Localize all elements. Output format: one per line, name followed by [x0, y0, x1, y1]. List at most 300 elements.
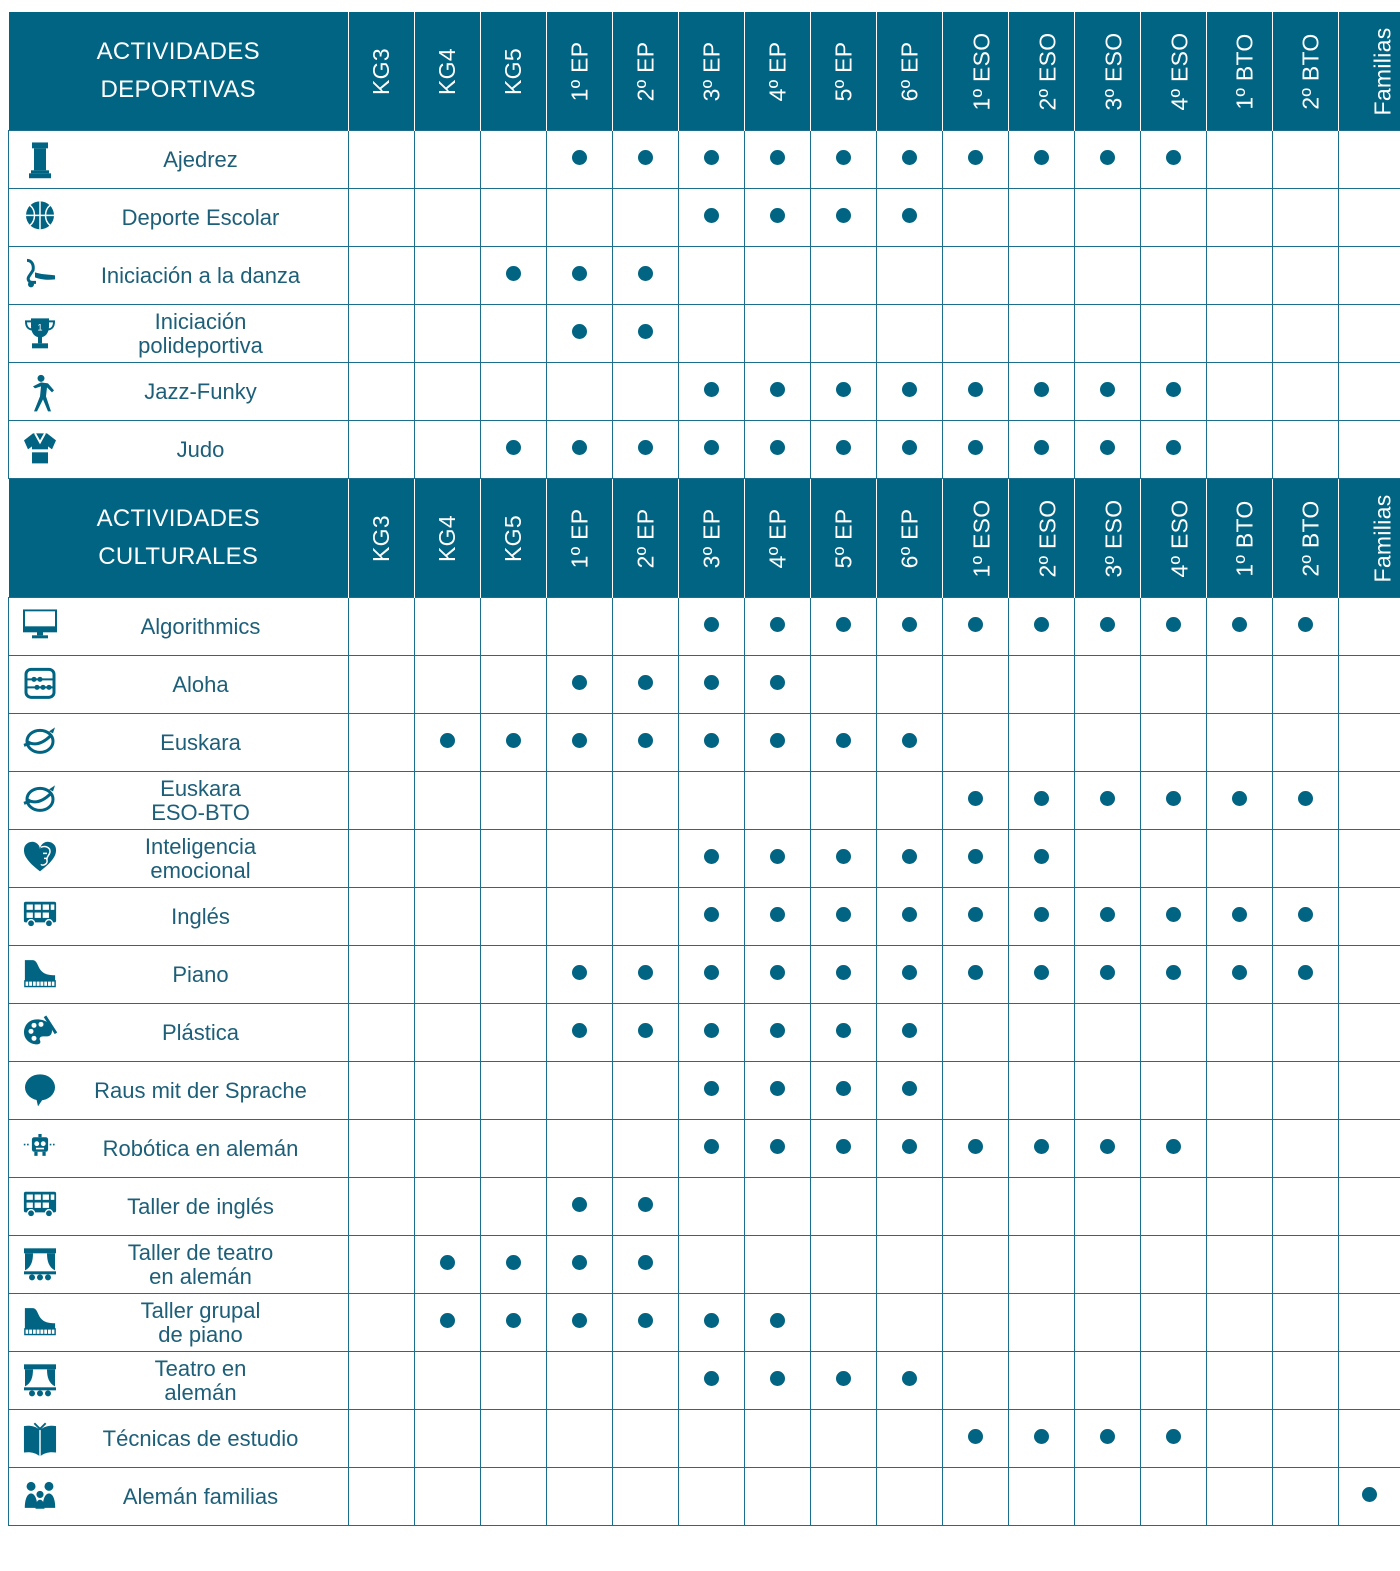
activity-name: Deporte Escolar — [121, 204, 280, 230]
level-cell — [877, 598, 943, 656]
level-cell — [679, 189, 745, 247]
level-cell — [613, 1004, 679, 1062]
level-header-label: KG4 — [434, 514, 460, 562]
activity-name: Jazz-Funky — [144, 378, 257, 404]
level-cell — [1339, 1120, 1400, 1178]
level-header-label: 2º BTO — [1297, 32, 1324, 110]
judo-gi-icon — [23, 432, 57, 466]
level-header — [679, 12, 745, 131]
availability-dot — [770, 150, 785, 165]
availability-dot — [1100, 150, 1115, 165]
level-cell — [547, 363, 613, 421]
availability-dot — [1166, 382, 1181, 397]
level-cell — [1141, 1004, 1207, 1062]
activity-name: Robótica en alemán — [102, 1135, 299, 1161]
level-cell — [811, 598, 877, 656]
availability-dot — [836, 733, 851, 748]
level-cell — [811, 363, 877, 421]
activity-cell — [9, 1352, 349, 1410]
level-cell — [1273, 946, 1339, 1004]
level-cell — [745, 247, 811, 305]
level-cell — [745, 1062, 811, 1120]
level-cell — [679, 1468, 745, 1526]
level-cell — [547, 1062, 613, 1120]
level-header — [811, 12, 877, 131]
availability-dot — [770, 617, 785, 632]
chess-rook-icon — [23, 142, 57, 176]
level-cell — [943, 830, 1009, 888]
availability-dot — [638, 733, 653, 748]
level-cell — [349, 189, 415, 247]
level-cell — [745, 1468, 811, 1526]
activity-name: Taller de inglés — [127, 1193, 274, 1219]
level-cell — [1339, 189, 1400, 247]
availability-dot — [902, 208, 917, 223]
svg-text:1: 1 — [37, 321, 43, 332]
level-cell — [415, 946, 481, 1004]
table-row — [9, 131, 1400, 189]
trophy-icon — [23, 316, 57, 350]
availability-dot — [1166, 440, 1181, 455]
level-header-label: 3º ESO — [1100, 32, 1127, 110]
level-cell — [679, 946, 745, 1004]
level-header-label: 3º EP — [697, 508, 724, 568]
availability-dot — [902, 1023, 917, 1038]
level-cell — [349, 1294, 415, 1352]
basketball-icon — [23, 200, 57, 234]
table-row — [9, 1410, 1400, 1468]
level-header-label: 2º ESO — [1034, 32, 1061, 110]
level-cell — [1009, 189, 1075, 247]
level-cell — [943, 1236, 1009, 1294]
availability-dot — [1232, 965, 1247, 980]
level-cell — [349, 247, 415, 305]
activity-cell — [9, 598, 349, 656]
level-cell — [1141, 1468, 1207, 1526]
level-cell — [1207, 1468, 1273, 1526]
availability-dot — [1232, 617, 1247, 632]
availability-dot — [704, 150, 719, 165]
availability-dot — [1298, 791, 1313, 806]
level-cell — [349, 598, 415, 656]
level-header — [349, 479, 415, 598]
level-cell — [547, 714, 613, 772]
level-cell — [1339, 656, 1400, 714]
level-cell — [613, 598, 679, 656]
table-row — [9, 888, 1400, 946]
activity-cell — [9, 1004, 349, 1062]
level-cell — [1075, 363, 1141, 421]
level-cell — [745, 1178, 811, 1236]
level-cell — [679, 1062, 745, 1120]
level-cell — [1339, 714, 1400, 772]
level-cell — [1075, 772, 1141, 830]
availability-dot — [704, 733, 719, 748]
level-cell — [877, 772, 943, 830]
availability-dot — [572, 440, 587, 455]
level-cell — [1141, 1294, 1207, 1352]
level-cell — [1273, 1062, 1339, 1120]
level-cell — [547, 421, 613, 479]
level-cell — [679, 772, 745, 830]
availability-dot — [638, 1255, 653, 1270]
level-cell — [1273, 1468, 1339, 1526]
level-header — [613, 12, 679, 131]
availability-dot — [1034, 1429, 1049, 1444]
level-cell — [349, 714, 415, 772]
level-cell — [547, 1004, 613, 1062]
availability-dot — [1100, 1429, 1115, 1444]
level-cell — [1207, 1294, 1273, 1352]
level-cell — [1075, 1294, 1141, 1352]
level-cell — [877, 1236, 943, 1294]
activity-name: Piano — [172, 961, 229, 987]
level-header — [811, 479, 877, 598]
level-header — [1009, 479, 1075, 598]
level-header — [1339, 12, 1400, 131]
level-cell — [745, 189, 811, 247]
level-cell — [1009, 421, 1075, 479]
table-row — [9, 1352, 1400, 1410]
availability-dot — [968, 1429, 983, 1444]
level-cell — [1141, 946, 1207, 1004]
level-cell — [1009, 1352, 1075, 1410]
availability-dot — [1166, 617, 1181, 632]
level-cell — [877, 1062, 943, 1120]
level-cell — [943, 772, 1009, 830]
level-cell — [745, 714, 811, 772]
table-row — [9, 363, 1400, 421]
level-header-label: 4º ESO — [1166, 32, 1193, 110]
level-cell — [415, 598, 481, 656]
level-header-label: 2º EP — [631, 508, 658, 568]
availability-dot — [1100, 440, 1115, 455]
table-row — [9, 656, 1400, 714]
level-cell — [1141, 1120, 1207, 1178]
level-cell — [349, 305, 415, 363]
level-cell — [547, 189, 613, 247]
level-cell — [679, 421, 745, 479]
level-cell — [943, 247, 1009, 305]
level-cell — [745, 1294, 811, 1352]
availability-dot — [704, 1139, 719, 1154]
family-icon — [23, 1479, 57, 1513]
availability-dot — [572, 1197, 587, 1212]
level-cell — [415, 714, 481, 772]
level-cell — [1273, 1004, 1339, 1062]
availability-dot — [770, 382, 785, 397]
level-header-label: KG4 — [434, 47, 460, 95]
level-header — [1141, 479, 1207, 598]
level-cell — [613, 656, 679, 714]
level-header — [481, 479, 547, 598]
theater-stage-icon — [23, 1247, 57, 1281]
availability-dot — [1034, 965, 1049, 980]
availability-dot — [704, 1023, 719, 1038]
level-cell — [943, 1352, 1009, 1410]
level-cell — [1009, 1294, 1075, 1352]
level-header-label: KG3 — [368, 514, 394, 562]
activity-name: Ajedrez — [163, 146, 238, 172]
availability-dot — [1362, 1487, 1377, 1502]
level-cell — [1009, 363, 1075, 421]
availability-dot — [902, 617, 917, 632]
activity-cell — [9, 714, 349, 772]
level-cell — [547, 1178, 613, 1236]
level-cell — [1141, 772, 1207, 830]
level-header-label: 1º ESO — [968, 32, 995, 110]
availability-dot — [638, 1023, 653, 1038]
table-row — [9, 421, 1400, 479]
level-cell — [1141, 421, 1207, 479]
availability-dot — [704, 1313, 719, 1328]
level-cell — [547, 247, 613, 305]
level-cell — [613, 131, 679, 189]
level-cell — [811, 1062, 877, 1120]
level-cell — [943, 1004, 1009, 1062]
level-cell — [745, 421, 811, 479]
section-header-row — [9, 479, 1400, 598]
level-cell — [415, 131, 481, 189]
level-cell — [415, 1294, 481, 1352]
table-row — [9, 772, 1400, 830]
level-cell — [1207, 1352, 1273, 1410]
level-cell — [1075, 1236, 1141, 1294]
level-cell — [481, 1062, 547, 1120]
level-cell — [547, 1236, 613, 1294]
level-cell — [1075, 305, 1141, 363]
section-title: ACTIVIDADES CULTURALES — [9, 479, 349, 598]
dancer-icon — [23, 374, 57, 408]
level-cell — [679, 305, 745, 363]
level-header-label: KG5 — [500, 514, 526, 562]
level-cell — [943, 1062, 1009, 1120]
level-cell — [1075, 888, 1141, 946]
open-book-icon — [23, 1421, 57, 1455]
level-cell — [415, 1004, 481, 1062]
availability-dot — [1034, 907, 1049, 922]
level-cell — [877, 421, 943, 479]
level-cell — [679, 656, 745, 714]
level-cell — [811, 1352, 877, 1410]
level-cell — [1339, 1236, 1400, 1294]
level-cell — [1141, 305, 1207, 363]
activity-cell — [9, 189, 349, 247]
table-row — [9, 189, 1400, 247]
level-header — [1207, 12, 1273, 131]
availability-dot — [572, 1023, 587, 1038]
availability-dot — [770, 440, 785, 455]
euskara-bird-icon — [23, 725, 57, 759]
level-header — [1141, 12, 1207, 131]
level-cell — [481, 1004, 547, 1062]
level-cell — [349, 1062, 415, 1120]
level-header-label: 3º ESO — [1100, 499, 1127, 577]
heart-brain-icon — [23, 841, 57, 875]
level-header-label: 2º BTO — [1297, 499, 1324, 577]
activity-cell — [9, 656, 349, 714]
level-cell — [745, 772, 811, 830]
activity-name: Algorithmics — [140, 613, 261, 639]
availability-dot — [1166, 907, 1181, 922]
availability-dot — [638, 324, 653, 339]
activity-name: Judo — [176, 436, 225, 462]
level-header-label: 1º EP — [565, 508, 592, 568]
availability-dot — [968, 382, 983, 397]
level-cell — [1273, 1178, 1339, 1236]
level-header — [943, 479, 1009, 598]
level-cell — [415, 888, 481, 946]
level-cell — [415, 1178, 481, 1236]
level-cell — [811, 656, 877, 714]
availability-dot — [770, 1371, 785, 1386]
level-cell — [481, 772, 547, 830]
activity-cell — [9, 1468, 349, 1526]
grand-piano-icon — [23, 957, 57, 991]
availability-dot — [638, 440, 653, 455]
availability-dot — [1166, 1139, 1181, 1154]
activity-cell — [9, 1294, 349, 1352]
level-header — [613, 479, 679, 598]
level-cell — [1141, 830, 1207, 888]
level-cell — [481, 305, 547, 363]
level-cell — [877, 714, 943, 772]
level-cell — [481, 656, 547, 714]
level-cell — [547, 305, 613, 363]
level-header-label: 5º EP — [829, 41, 856, 101]
level-header — [745, 479, 811, 598]
level-cell — [415, 772, 481, 830]
availability-dot — [638, 1313, 653, 1328]
availability-dot — [638, 675, 653, 690]
availability-dot — [506, 440, 521, 455]
level-cell — [547, 946, 613, 1004]
level-cell — [1339, 1004, 1400, 1062]
level-cell — [745, 830, 811, 888]
level-header — [349, 12, 415, 131]
availability-dot — [836, 150, 851, 165]
level-cell — [745, 656, 811, 714]
availability-dot — [572, 1255, 587, 1270]
level-cell — [811, 946, 877, 1004]
availability-dot — [506, 733, 521, 748]
availability-dot — [572, 150, 587, 165]
availability-dot — [902, 1081, 917, 1096]
activities-table — [8, 12, 1400, 1526]
availability-dot — [770, 849, 785, 864]
level-cell — [349, 1004, 415, 1062]
level-cell — [547, 1120, 613, 1178]
level-cell — [679, 1294, 745, 1352]
level-cell — [1273, 714, 1339, 772]
level-cell — [943, 363, 1009, 421]
activity-name: Taller grupal de piano — [140, 1297, 261, 1347]
level-cell — [1075, 656, 1141, 714]
level-header — [943, 12, 1009, 131]
level-header-label: 2º ESO — [1034, 499, 1061, 577]
availability-dot — [1298, 617, 1313, 632]
level-cell — [481, 1468, 547, 1526]
level-header — [1273, 12, 1339, 131]
level-cell — [877, 247, 943, 305]
level-cell — [1207, 131, 1273, 189]
availability-dot — [770, 1081, 785, 1096]
level-cell — [349, 1410, 415, 1468]
level-cell — [1339, 1352, 1400, 1410]
table-row — [9, 1178, 1400, 1236]
level-cell — [943, 189, 1009, 247]
level-cell — [481, 247, 547, 305]
activity-name: Euskara — [160, 729, 241, 755]
level-cell — [877, 656, 943, 714]
availability-dot — [770, 733, 785, 748]
level-cell — [1273, 656, 1339, 714]
activity-cell — [9, 830, 349, 888]
level-cell — [613, 1410, 679, 1468]
level-cell — [679, 1352, 745, 1410]
availability-dot — [836, 1023, 851, 1038]
section-header-row — [9, 12, 1400, 131]
level-cell — [1075, 1120, 1141, 1178]
palette-icon — [23, 1015, 57, 1049]
level-header — [1207, 479, 1273, 598]
level-cell — [481, 1120, 547, 1178]
level-header — [1009, 12, 1075, 131]
activity-name: Aloha — [172, 671, 229, 697]
level-cell — [547, 656, 613, 714]
table-row — [9, 1004, 1400, 1062]
availability-dot — [902, 849, 917, 864]
level-header — [877, 479, 943, 598]
level-cell — [1075, 189, 1141, 247]
section-title: ACTIVIDADES DEPORTIVAS — [9, 12, 349, 131]
level-cell — [877, 131, 943, 189]
activity-cell — [9, 305, 349, 363]
level-cell — [1207, 247, 1273, 305]
availability-dot — [638, 965, 653, 980]
availability-dot — [902, 382, 917, 397]
activity-cell — [9, 1178, 349, 1236]
availability-dot — [572, 324, 587, 339]
level-cell — [1009, 305, 1075, 363]
level-cell — [679, 888, 745, 946]
level-cell — [547, 1468, 613, 1526]
level-header — [1273, 479, 1339, 598]
level-cell — [1273, 305, 1339, 363]
availability-dot — [1100, 1139, 1115, 1154]
availability-dot — [1034, 150, 1049, 165]
availability-dot — [704, 208, 719, 223]
level-cell — [1273, 1352, 1339, 1410]
level-cell — [1339, 305, 1400, 363]
level-cell — [1075, 1352, 1141, 1410]
availability-dot — [968, 440, 983, 455]
level-cell — [745, 1236, 811, 1294]
availability-dot — [440, 1313, 455, 1328]
level-cell — [745, 888, 811, 946]
availability-dot — [1166, 965, 1181, 980]
level-cell — [547, 830, 613, 888]
level-cell — [415, 247, 481, 305]
availability-dot — [836, 440, 851, 455]
level-cell — [1009, 946, 1075, 1004]
level-header — [679, 479, 745, 598]
level-cell — [1339, 772, 1400, 830]
level-cell — [745, 946, 811, 1004]
level-cell — [481, 888, 547, 946]
availability-dot — [836, 1139, 851, 1154]
availability-dot — [572, 965, 587, 980]
